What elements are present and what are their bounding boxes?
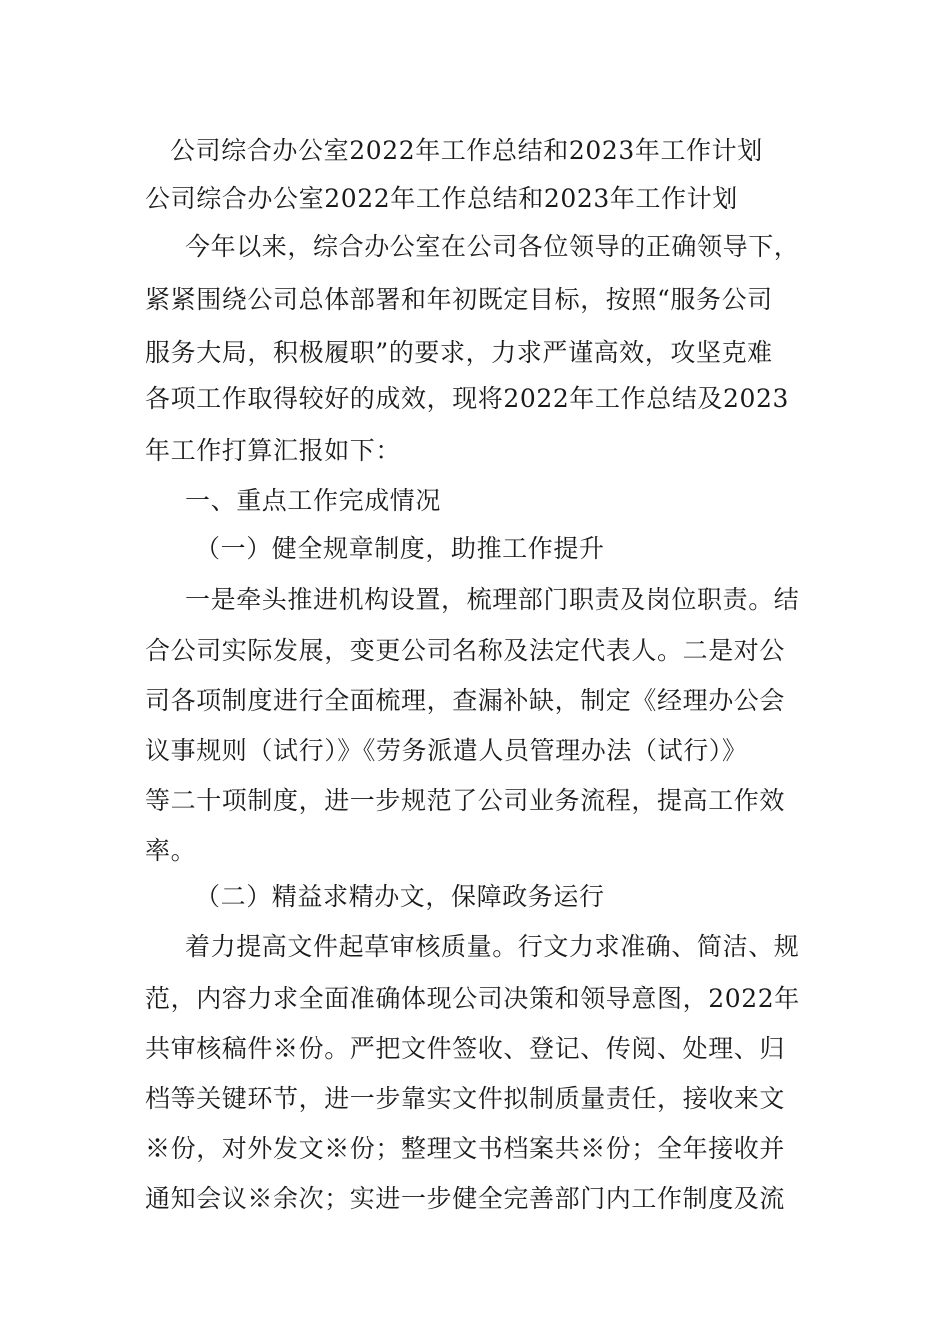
document-title-line-2: 公司综合办公室2022年工作总结和2023年工作计划 — [145, 184, 738, 213]
paragraph-2-line-4: 档等关键环节，进一步靠实文件拟制质量责任，接收来文 — [145, 1084, 786, 1113]
paragraph-1-line-6: 率。 — [145, 836, 197, 865]
paragraph-1-line-5: 等二十项制度，进一步规范了公司业务流程，提高工作效 — [145, 786, 786, 815]
paragraph-intro-line-2: 紧紧围绕公司总体部署和年初既定目标，按照“服务公司 — [145, 285, 773, 314]
document-title-line-1: 公司综合办公室2022年工作总结和2023年工作计划 — [170, 136, 763, 165]
paragraph-intro-line-5: 年工作打算汇报如下： — [145, 436, 402, 465]
paragraph-1-line-4: 议事规则（试行）》《劳务派遣人员管理办法（试行）》 — [145, 736, 748, 765]
subsection-heading-1: （一）健全规章制度，助推工作提升 — [195, 534, 605, 563]
paragraph-intro-line-3: 服务大局，积极履职”的要求，力求严谨高效，攻坚克难 — [145, 338, 773, 367]
subsection-heading-2: （二）精益求精办文，保障政务运行 — [195, 882, 605, 911]
paragraph-2-line-3: 共审核稿件※份。严把文件签收、登记、传阅、处理、归 — [145, 1034, 786, 1063]
paragraph-intro-line-4: 各项工作取得较好的成效，现将2022年工作总结及2023 — [145, 384, 790, 413]
section-heading-1: 一、重点工作完成情况 — [185, 486, 442, 515]
paragraph-1-line-3: 司各项制度进行全面梳理，查漏补缺，制定《经理办公会 — [145, 686, 786, 715]
paragraph-1-line-2: 合公司实际发展，变更公司名称及法定代表人。二是对公 — [145, 636, 786, 665]
paragraph-1-line-1: 一是牵头推进机构设置，梳理部门职责及岗位职责。结 — [185, 585, 800, 614]
paragraph-2-line-5: ※份，对外发文※份；整理文书档案共※份；全年接收并 — [145, 1134, 786, 1163]
paragraph-2-line-6: 通知会议※余次；实进一步健全完善部门内工作制度及流 — [145, 1184, 786, 1213]
paragraph-intro-line-1: 今年以来，综合办公室在公司各位领导的正确领导下， — [185, 232, 800, 261]
paragraph-2-line-2: 范，内容力求全面准确体现公司决策和领导意图，2022年 — [145, 984, 800, 1013]
paragraph-2-line-1: 着力提高文件起草审核质量。行文力求准确、简洁、规 — [185, 932, 800, 961]
